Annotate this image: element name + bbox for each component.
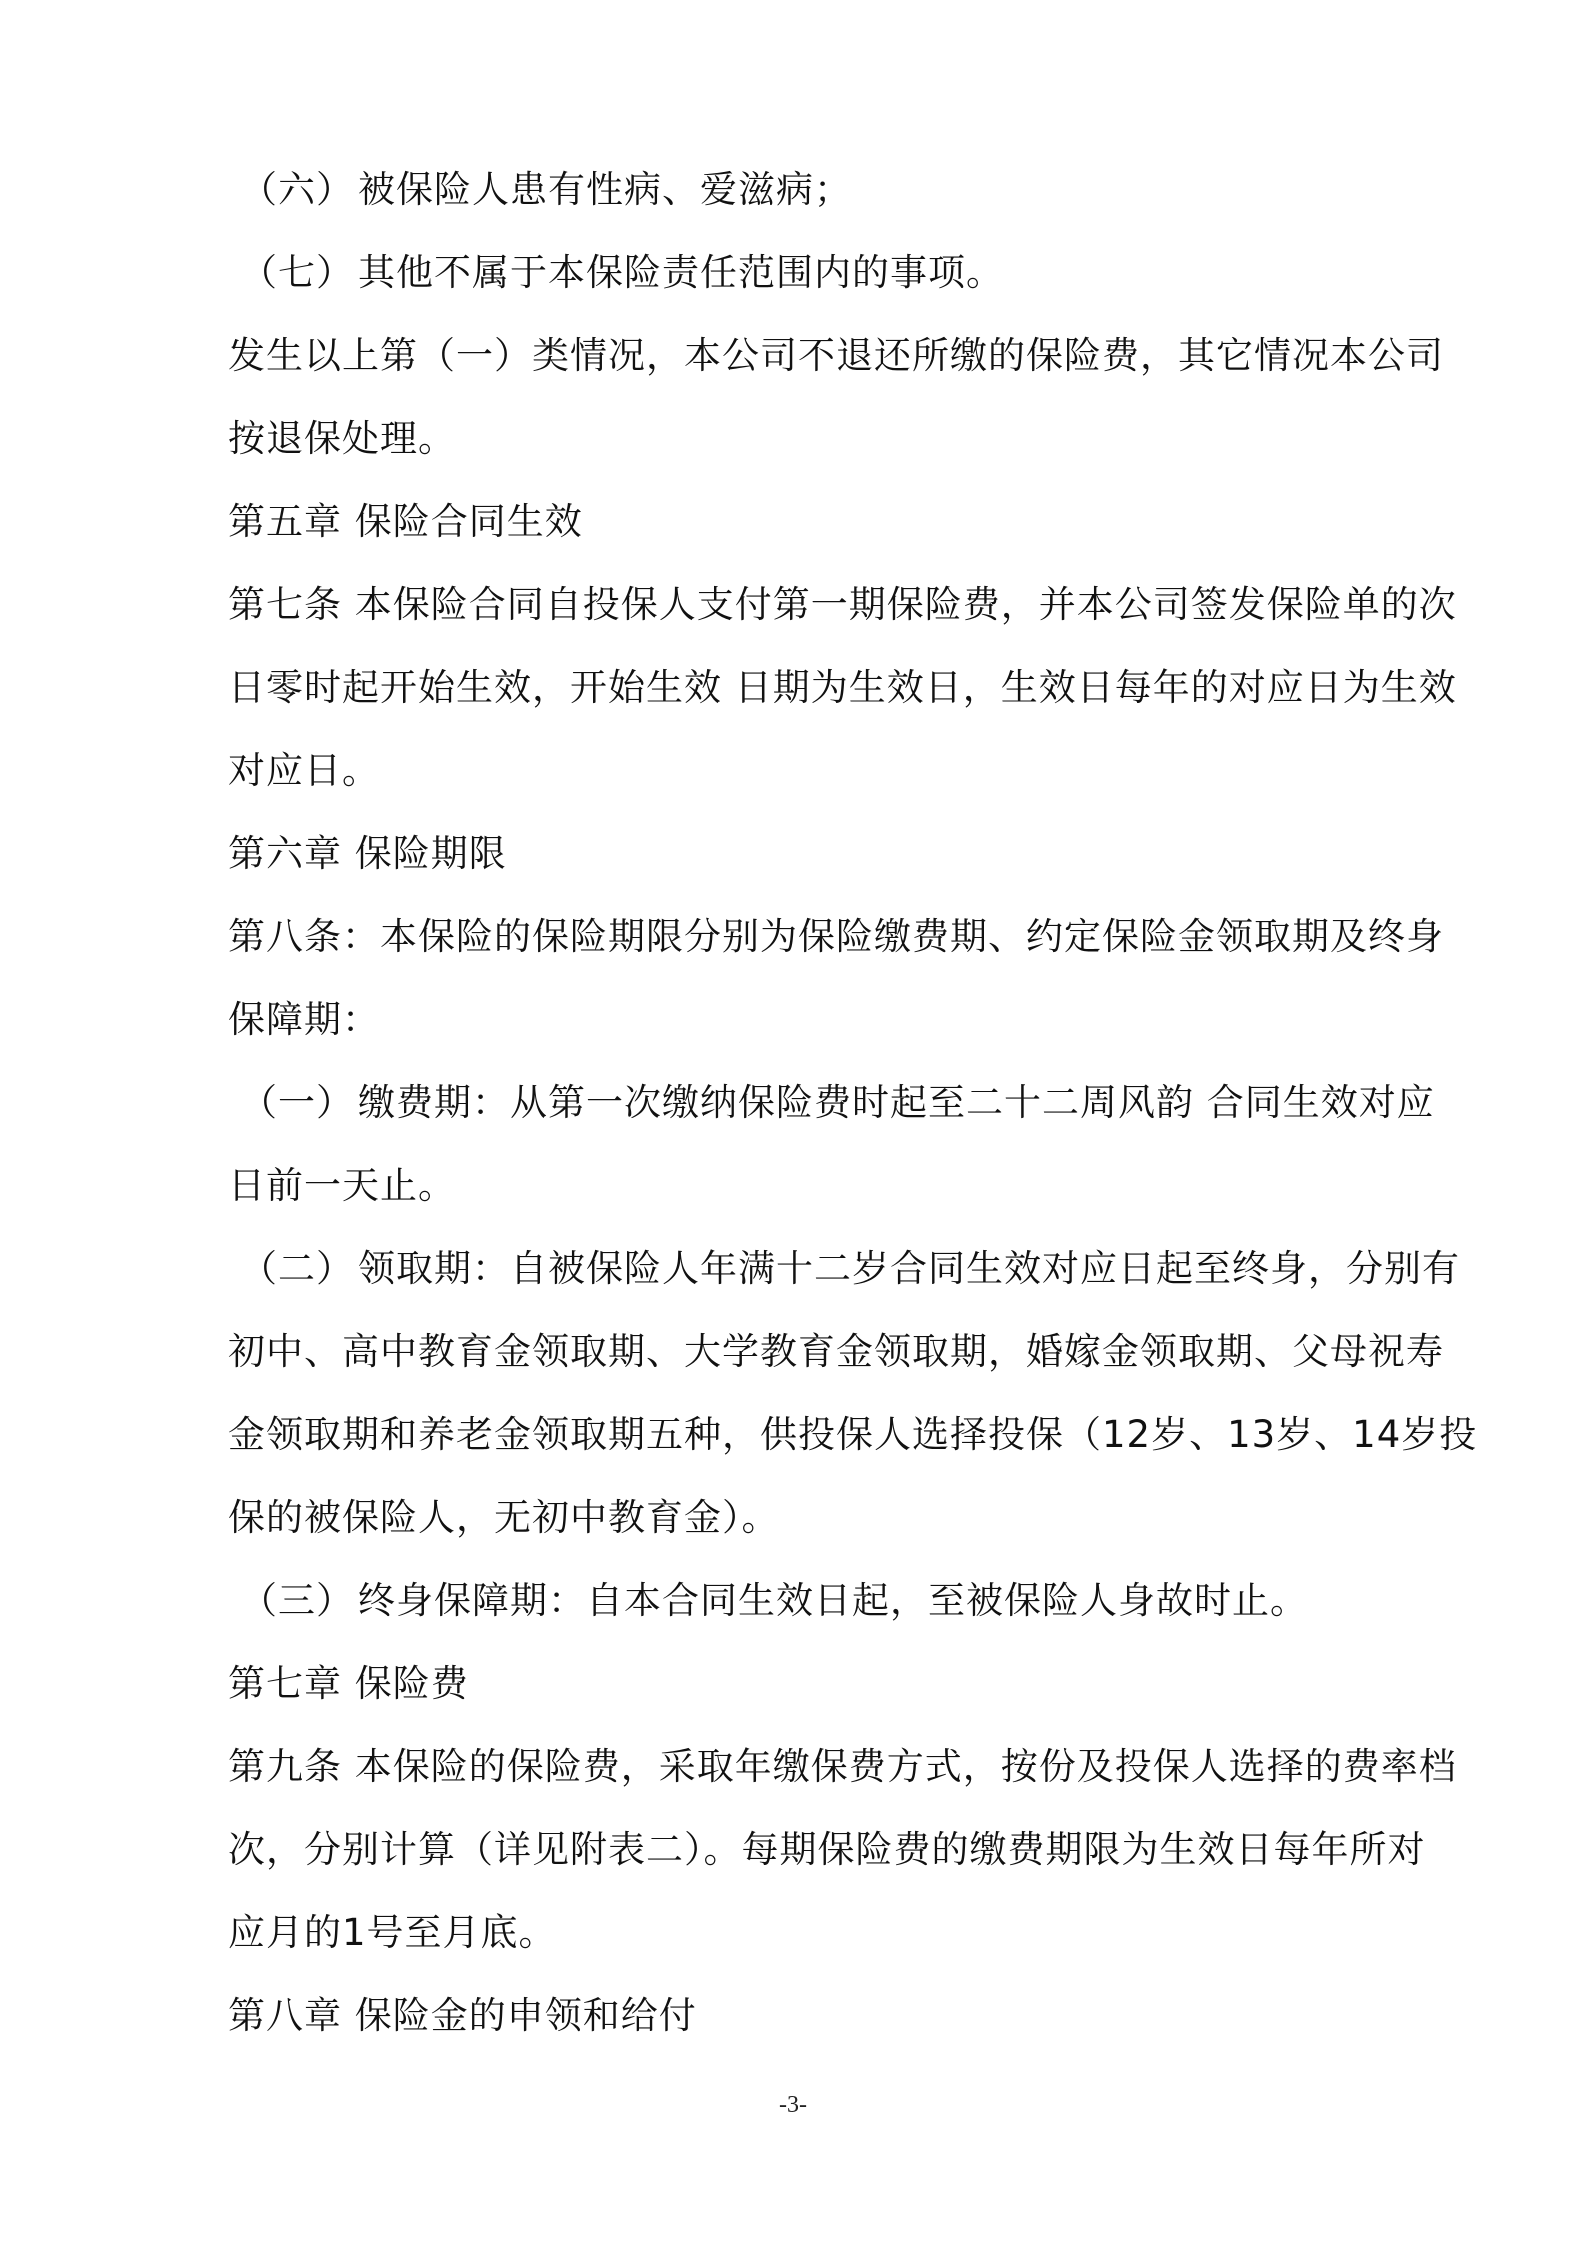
- article-line: 第八条：本保险的保险期限分别为保险缴费期、约定保险金领取期及终身: [228, 915, 1444, 958]
- chapter-heading: 第六章 保险期限: [228, 832, 507, 875]
- article-line: 对应日。: [228, 749, 380, 792]
- article-line: 次，分别计算（详见附表二）。每期保险费的缴费期限为生效日每年所对: [228, 1828, 1426, 1871]
- list-item-2: [228, 1227, 1460, 1310]
- paragraph-line: 发生以上第（一）类情况，本公司不退还所缴的保险费，其它情况本公司: [228, 334, 1444, 377]
- paragraph-line: 按退保处理。: [228, 417, 456, 460]
- article-line: 第九条 本保险的保险费，采取年缴保费方式，按份及投保人选择的费率档: [228, 1745, 1457, 1788]
- document-body: [228, 148, 1478, 2057]
- item-number: （三）: [240, 1579, 354, 1622]
- article-line: 应月的1号至月底。: [228, 1911, 557, 1954]
- chapter-heading: 第八章 保险金的申领和给付: [228, 1994, 697, 2037]
- list-item-3: [228, 1559, 1453, 1642]
- list-item-7: [228, 231, 1453, 314]
- item-number: （七）: [240, 251, 354, 294]
- item-text: 缴费期：从第一次缴纳保险费时起至二十二周风韵 合同生效对应: [358, 1081, 1435, 1124]
- paragraph-line: 初中、高中教育金领取期、大学教育金领取期，婚嫁金领取期、父母祝寿: [228, 1330, 1444, 1373]
- item-text: 终身保障期：自本合同生效日起，至被保险人身故时止。: [358, 1579, 1308, 1622]
- item-text: 被保险人患有性病、爱滋病；: [358, 168, 852, 211]
- item-number: （二）: [240, 1247, 354, 1290]
- paragraph-line: 保的被保险人，无初中教育金）。: [228, 1496, 780, 1539]
- article-line: 第七条 本保险合同自投保人支付第一期保险费，并本公司签发保险单的次: [228, 583, 1457, 626]
- chapter-heading: 第七章 保险费: [228, 1662, 469, 1705]
- chapter-heading: 第五章 保险合同生效: [228, 500, 583, 543]
- article-line: 保障期：: [228, 998, 380, 1041]
- list-item-1: [228, 1061, 1453, 1144]
- article-line: 日零时起开始生效，开始生效 日期为生效日，生效日每年的对应日为生效: [228, 666, 1457, 709]
- item-text: 领取期：自被保险人年满十二岁合同生效对应日起至终身，分别有: [358, 1247, 1460, 1290]
- item-text: 其他不属于本保险责任范围内的事项。: [358, 251, 1004, 294]
- paragraph-line: 金领取期和养老金领取期五种，供投保人选择投保（12岁、13岁、14岁投: [228, 1413, 1478, 1456]
- page-number: -3-: [779, 2092, 807, 2118]
- item-number: （一）: [240, 1081, 354, 1124]
- paragraph-line: 日前一天止。: [228, 1164, 456, 1207]
- item-number: （六）: [240, 168, 354, 211]
- list-item-6: [228, 148, 1453, 231]
